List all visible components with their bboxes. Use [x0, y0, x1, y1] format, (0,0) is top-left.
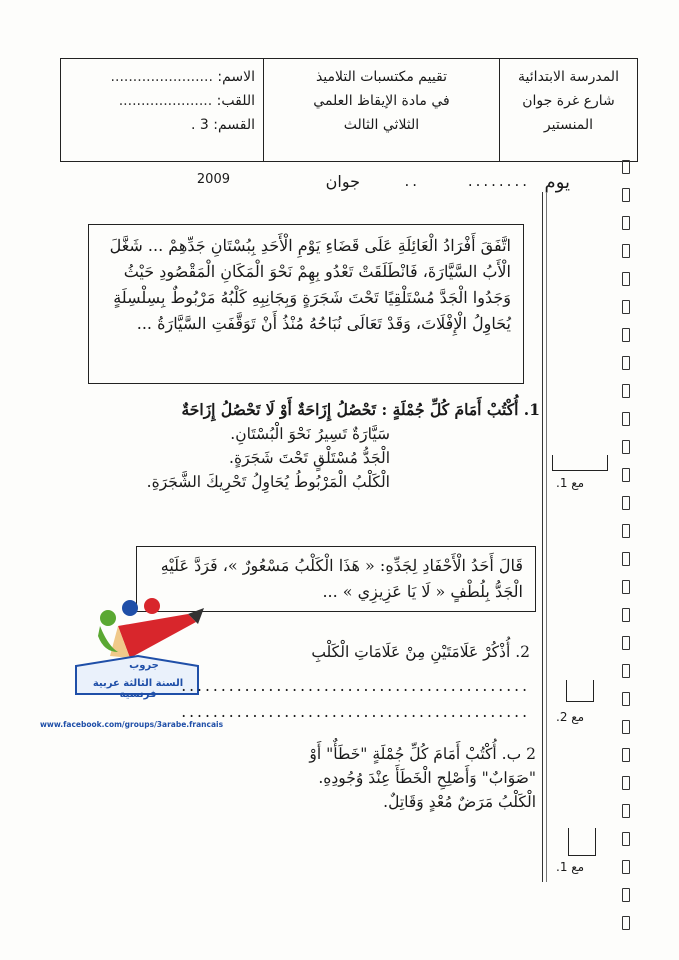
- score-label-1: مع 1.: [556, 476, 585, 490]
- q1-item-2: الْجَدُّ مُسْتَلْقٍ تَحْتَ شَجَرَةٍ.: [229, 449, 390, 467]
- date-row: [150, 170, 570, 200]
- title-line-3: الثلاثي الثالث: [343, 117, 420, 133]
- q1-item-3: الْكَلْبُ الْمَرْبُوطُ يُحَاوِلُ تَحْرِيكَ الشَّجَرَةِ.: [146, 473, 390, 491]
- name-field[interactable]: الاسم: .......................: [110, 69, 255, 85]
- passage-1-text: اتَّفَقَ أَفْرَادُ الْعَائِلَةِ عَلَى قَضَاءِ يَوْمِ الْأَحَدِ بِبُسْتَانِ جَدِّهِمْ ... شَغَّلَ الْأَبُ السَّيَّارَةَ، فَانْطَلَقَتْ تَعْدُو بِهِمْ نَحْوَ الْمَكَانِ الْمَقْصُودِ حَيْثُ وَجَدُوا الْجَدَّ مُسْتَلْقِيًا تَحْتَ شَجَرَةٍ وَبِجَانِبِهِ كَلْبُهُ مَرْبُوطٌ بِسِلْسِلَةٍ يُحَاوِلُ الْإِفْلَاتَ، وَقَدْ تَعَالَى نُبَاحُهُ مُنْذُ أَنْ تَوَقَّفَتِ السَّيَّارَةُ ...: [109, 236, 511, 333]
- school-line-3: المنستير: [543, 117, 594, 133]
- logo-caption: السنة الثالثة عربية فرنسية: [92, 678, 184, 700]
- date-dots-2: ..: [404, 172, 420, 190]
- class-field: القسم: 3 .: [190, 117, 255, 133]
- student-fields-cell: [61, 59, 263, 161]
- title-line-2: في مادة الإيقاظ العلمي: [313, 93, 450, 109]
- day-dots[interactable]: ........: [467, 172, 530, 190]
- score-label-3: مع 1.: [556, 860, 585, 874]
- surname-field[interactable]: اللقب: .....................: [118, 93, 255, 109]
- title-line-1: تقييم مكتسبات التلاميذ: [315, 69, 448, 85]
- day-label: يوم: [544, 172, 570, 193]
- school-line-2: شارع غرة جوان: [522, 93, 615, 109]
- question-2b: [300, 742, 536, 814]
- q2b-item-1: الْكَلْبُ مَرَضٌ مُعْدٍ وَقَاتِلٌ.: [383, 793, 536, 811]
- margin-line: [542, 192, 543, 882]
- passage-2-text: قَالَ أَحَدُ الْأَحْفَادِ لِجَدِّهِ: « هَذَا الْكَلْبُ مَسْعُورٌ »، فَرَدَّ عَلَيْهِ الْجَدُّ بِلُطْفٍ « لَا يَا عَزِيزِي » ...: [160, 556, 523, 601]
- question-1-prompt: 1. أُكْتُبْ أَمَامَ كُلِّ جُمْلَةٍ : تَحْصُلُ إِزَاحَةٌ أَوْ لَا تَحْصُلُ إِزَاحَةٌ: [181, 400, 540, 419]
- answer-line-1[interactable]: ............................................: [181, 677, 530, 695]
- score-box-2: [566, 680, 594, 702]
- school-cell: [499, 59, 637, 161]
- month-label: جوان: [325, 172, 360, 191]
- binder-holes: [622, 160, 632, 920]
- q1-item-1: سَيَّارَةٌ تَسِيرُ نَحْوَ الْبُسْتَانِ.: [230, 425, 390, 443]
- margin-line-inner: [546, 192, 547, 882]
- title-cell: [263, 59, 499, 161]
- score-label-2: مع 2.: [556, 710, 585, 724]
- passage-1-box: [88, 224, 524, 384]
- year-label: 2009: [196, 172, 230, 187]
- header-table: [60, 58, 638, 162]
- question-2a-prompt: 2. أُذْكُرْ عَلَامَتَيْنِ مِنْ عَلَامَاتِ الْكَلْبِ: [311, 643, 530, 661]
- score-box-3: [568, 828, 596, 856]
- question-2a: [230, 640, 530, 664]
- score-box-1: [552, 455, 608, 471]
- logo-brand: جروب: [129, 660, 159, 671]
- school-line-1: المدرسة الابتدائية: [518, 69, 619, 85]
- answer-line-2[interactable]: ............................................: [181, 703, 530, 721]
- question-1: [70, 398, 540, 494]
- logo-url[interactable]: www.facebook.com/groups/3arabe.francais: [40, 720, 224, 729]
- question-2b-prompt: 2 ب. أُكْتُبْ أَمَامَ كُلِّ جُمْلَةٍ "خَطَأٌ" أَوْ "صَوَابٌ" وَأَصْلِحِ الْخَطَأَ عِنْدَ وُجُودِهِ.: [309, 745, 536, 787]
